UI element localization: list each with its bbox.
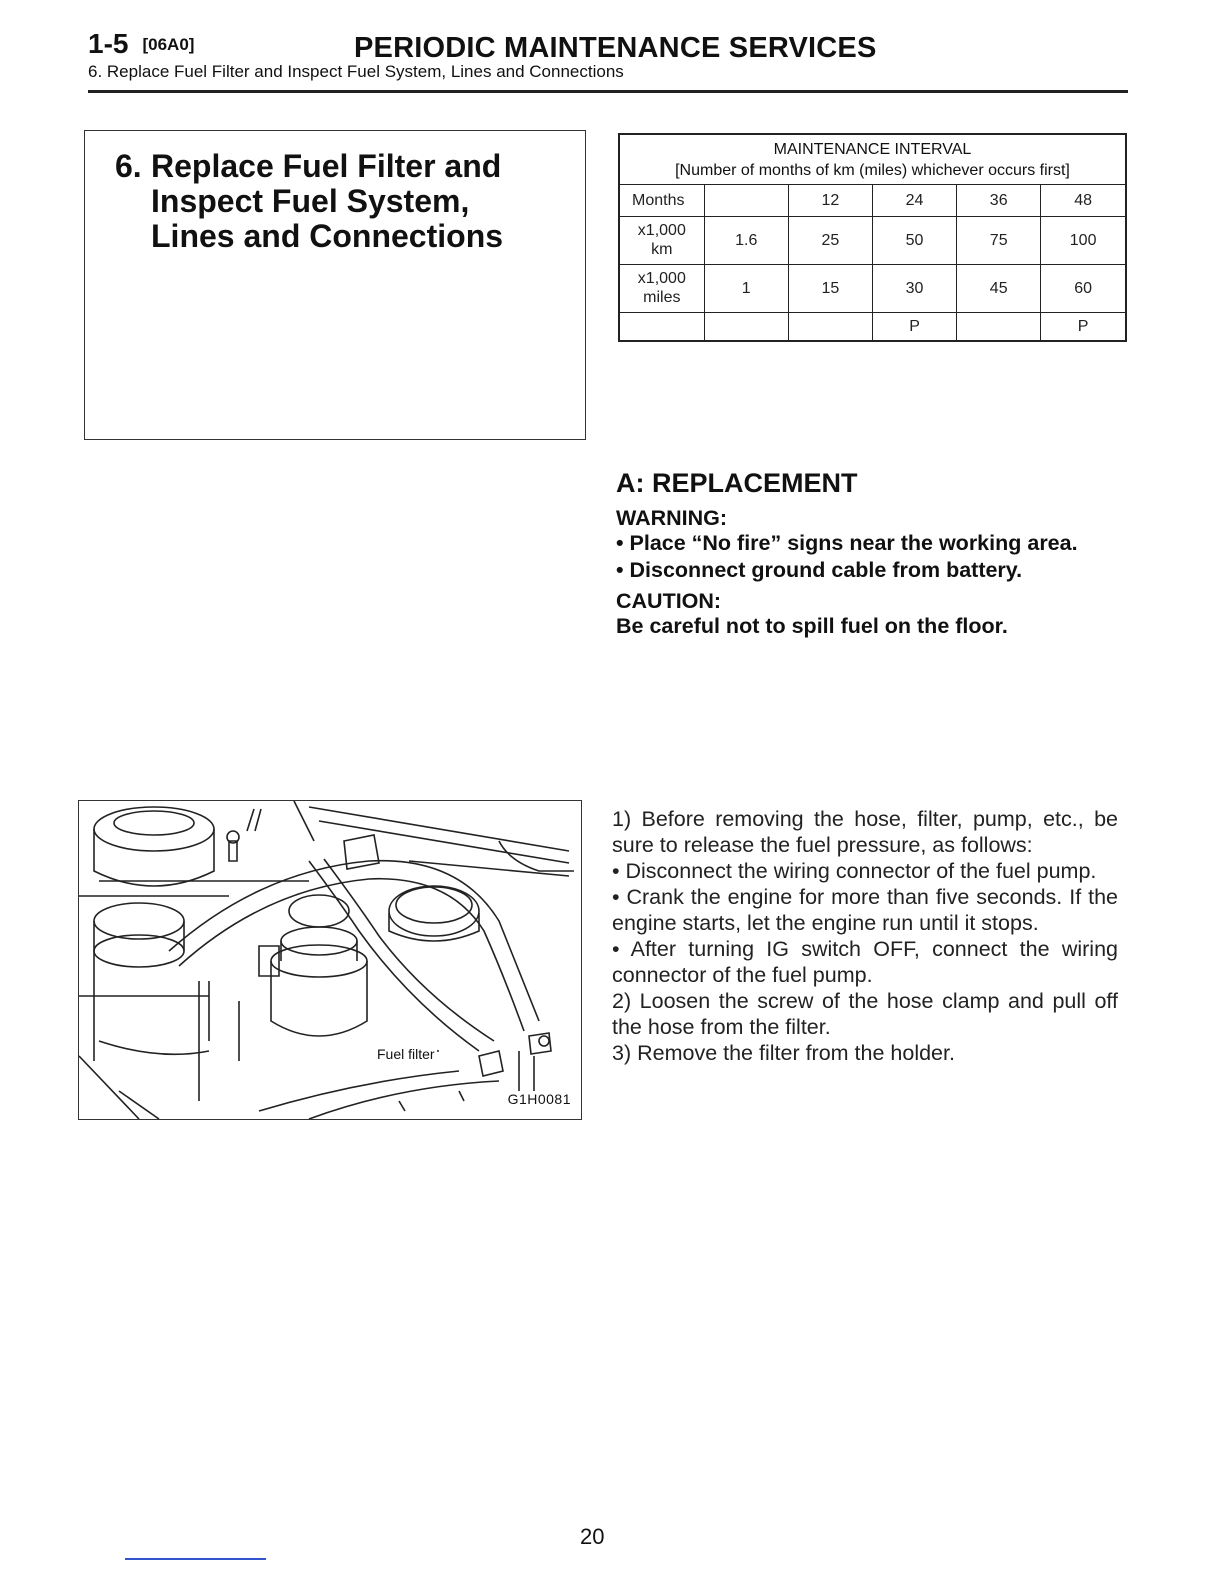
header-divider [88, 90, 1128, 93]
interval-subtitle: [Number of months of km (miles) whichever occurs first] [675, 162, 1070, 179]
table-cell: 100 [1041, 216, 1125, 264]
table-cell: 12 [788, 185, 872, 216]
chapter-subtitle: 6. Replace Fuel Filter and Inspect Fuel System, Lines and Connections [88, 62, 624, 81]
table-cell [788, 312, 872, 340]
row-label: x1,000 km [620, 216, 704, 264]
step-item: • Crank the engine for more than five seconds. If the engine starts, let the engine run until it stops. [612, 885, 1118, 935]
footer-line [125, 1558, 266, 1560]
table-cell: 75 [957, 216, 1041, 264]
caution-label: CAUTION: [616, 589, 722, 613]
table-cell: 15 [788, 264, 872, 312]
section-title-line-1 [115, 149, 555, 184]
row-label [620, 312, 704, 340]
table-cell [704, 185, 788, 216]
table-cell [957, 312, 1041, 340]
table-cell: P [872, 312, 956, 340]
table-row [620, 264, 1125, 312]
table-cell: 48 [1041, 185, 1125, 216]
section-tag: [06A0] [142, 35, 195, 54]
procedure-steps [612, 806, 1118, 1066]
step-item: • After turning IG switch OFF, connect the wiring connector of the fuel pump. [612, 937, 1118, 987]
section-title-line-2: Inspect Fuel System, [151, 183, 470, 219]
table-cell: 36 [957, 185, 1041, 216]
chapter-title: PERIODIC MAINTENANCE SERVICES [354, 32, 877, 64]
section-title [115, 149, 555, 254]
warning-item: • Disconnect ground cable from battery. [616, 558, 1023, 582]
table-row [620, 312, 1125, 340]
table-row [620, 216, 1125, 264]
maintenance-interval-table [618, 133, 1127, 342]
warning-block [616, 506, 1122, 639]
table-cell: 24 [872, 185, 956, 216]
warning-item: • Place “No fire” signs near the working area. [616, 531, 1078, 555]
section-title-text-1: Replace Fuel Filter and [151, 148, 502, 184]
page-section-code [88, 28, 194, 60]
table-cell: 60 [1041, 264, 1125, 312]
row-label: x1,000 miles [620, 264, 704, 312]
table-cell: 30 [872, 264, 956, 312]
figure-code: G1H0081 [507, 1091, 571, 1107]
table-cell: P [1077, 317, 1089, 335]
table-cell: 50 [872, 216, 956, 264]
fuel-filter-illustration [78, 800, 582, 1120]
warning-label: WARNING: [616, 506, 728, 530]
step-item: 2) Loosen the screw of the hose clamp and pull off the hose from the filter. [612, 989, 1118, 1039]
step-item: 3) Remove the filter from the holder. [612, 1041, 955, 1065]
table-cell [704, 312, 788, 340]
interval-heading [620, 135, 1125, 185]
step-item: • Disconnect the wiring connector of the fuel pump. [612, 859, 1097, 883]
section-number: 6. [115, 148, 142, 184]
interval-grid [620, 185, 1125, 340]
table-cell: 1.6 [704, 216, 788, 264]
caution-text: Be careful not to spill fuel on the floor. [616, 614, 1008, 638]
step-item: 1) Before removing the hose, filter, pump, etc., be sure to release the fuel pressure, as follows: [612, 807, 1118, 857]
table-row [620, 185, 1125, 216]
row-label: Months [620, 185, 704, 216]
table-cell: 1 [704, 264, 788, 312]
interval-title: MAINTENANCE INTERVAL [773, 141, 972, 158]
table-cell: 45 [957, 264, 1041, 312]
section-title-box [84, 130, 586, 440]
fuel-filter-callout: Fuel filter [377, 1046, 435, 1062]
table-cell: 25 [788, 216, 872, 264]
page-number: 20 [580, 1524, 605, 1549]
section-code: 1-5 [88, 28, 129, 59]
engine-bay-drawing [79, 801, 581, 1119]
section-title-line-3: Lines and Connections [151, 218, 504, 254]
replacement-heading: A: REPLACEMENT [616, 468, 858, 498]
